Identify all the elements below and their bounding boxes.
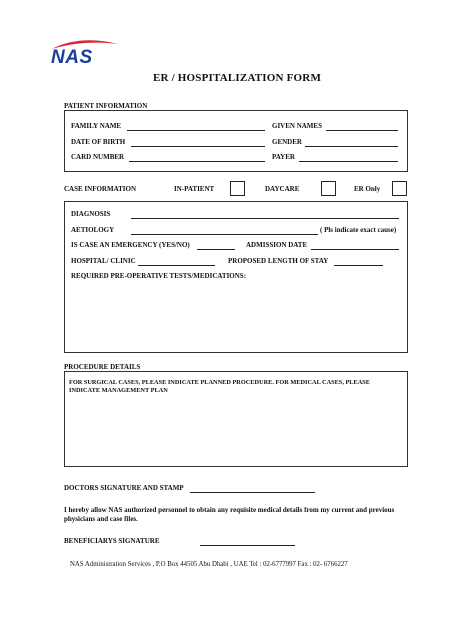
er-only-label: ER Only [354, 185, 381, 193]
procedure-instruction: FOR SURGICAL CASES, PLEASE INDICATE PLANNED PROCEDURE. FOR MEDICAL CASES, PLEASE INDICATE MANAGEMENT PLAN [69, 379, 370, 394]
family-name-field[interactable] [127, 130, 265, 131]
beneficiary-signature-label: BENEFICIARYS SIGNATURE [64, 537, 160, 545]
diagnosis-label: DIAGNOSIS [71, 210, 111, 218]
dob-label: DATE OF BIRTH [71, 138, 126, 146]
gender-field[interactable] [305, 146, 398, 147]
emergency-label: IS CASE AN EMERGENCY (YES/NO) [71, 241, 190, 249]
hospital-field[interactable] [138, 265, 215, 266]
dob-field[interactable] [131, 146, 265, 147]
logo-text: NAS [51, 47, 93, 68]
card-number-label: CARD NUMBER [71, 153, 125, 161]
aetiology-field[interactable] [131, 234, 318, 235]
given-names-label: GIVEN NAMES [272, 122, 322, 130]
length-of-stay-field[interactable] [334, 265, 383, 266]
procedure-section-label: PROCEDURE DETAILS [64, 363, 141, 371]
hospital-label: HOSPITAL/ CLINIC [71, 257, 136, 265]
exact-cause-hint: ( Pls indicate exact cause) [320, 226, 397, 234]
in-patient-checkbox[interactable] [230, 181, 245, 196]
daycare-label: DAYCARE [265, 185, 300, 193]
footer-address: NAS Administration Services , P.O Box 44505 Abu Dhabi , UAE Tel : 02-6777997 Fax : 02- 6766227 [70, 561, 348, 568]
beneficiary-signature-field[interactable] [200, 545, 295, 546]
given-names-field[interactable] [326, 130, 398, 131]
authorization-text: I hereby allow NAS authorized personnel to obtain any requisite medical details from my current and previous physicians and case files. [64, 506, 395, 523]
aetiology-label: AETIOLOGY [71, 226, 115, 234]
payer-field[interactable] [299, 161, 398, 162]
card-number-field[interactable] [129, 161, 265, 162]
admission-date-label: ADMISSION DATE [246, 241, 308, 249]
admission-date-field[interactable] [311, 249, 399, 250]
in-patient-label: IN-PATIENT [174, 185, 215, 193]
page-title: ER / HOSPITALIZATION FORM [152, 72, 322, 84]
case-info-label: CASE INFORMATION [64, 185, 137, 193]
payer-label: PAYER [272, 153, 295, 161]
er-only-checkbox[interactable] [392, 181, 407, 196]
patient-section-label: PATIENT INFORMATION [64, 102, 148, 110]
gender-label: GENDER [272, 138, 302, 146]
length-of-stay-label: PROPOSED LENGTH OF STAY [228, 257, 329, 265]
daycare-checkbox[interactable] [321, 181, 336, 196]
doctor-signature-label: DOCTORS SIGNATURE AND STAMP [64, 484, 184, 492]
doctor-signature-field[interactable] [190, 492, 315, 493]
family-name-label: FAMILY NAME [71, 122, 122, 130]
diagnosis-field[interactable] [131, 218, 399, 219]
tests-label: REQUIRED PRE-OPERATIVE TESTS/MEDICATIONS: [71, 272, 247, 280]
emergency-field[interactable] [197, 249, 235, 250]
